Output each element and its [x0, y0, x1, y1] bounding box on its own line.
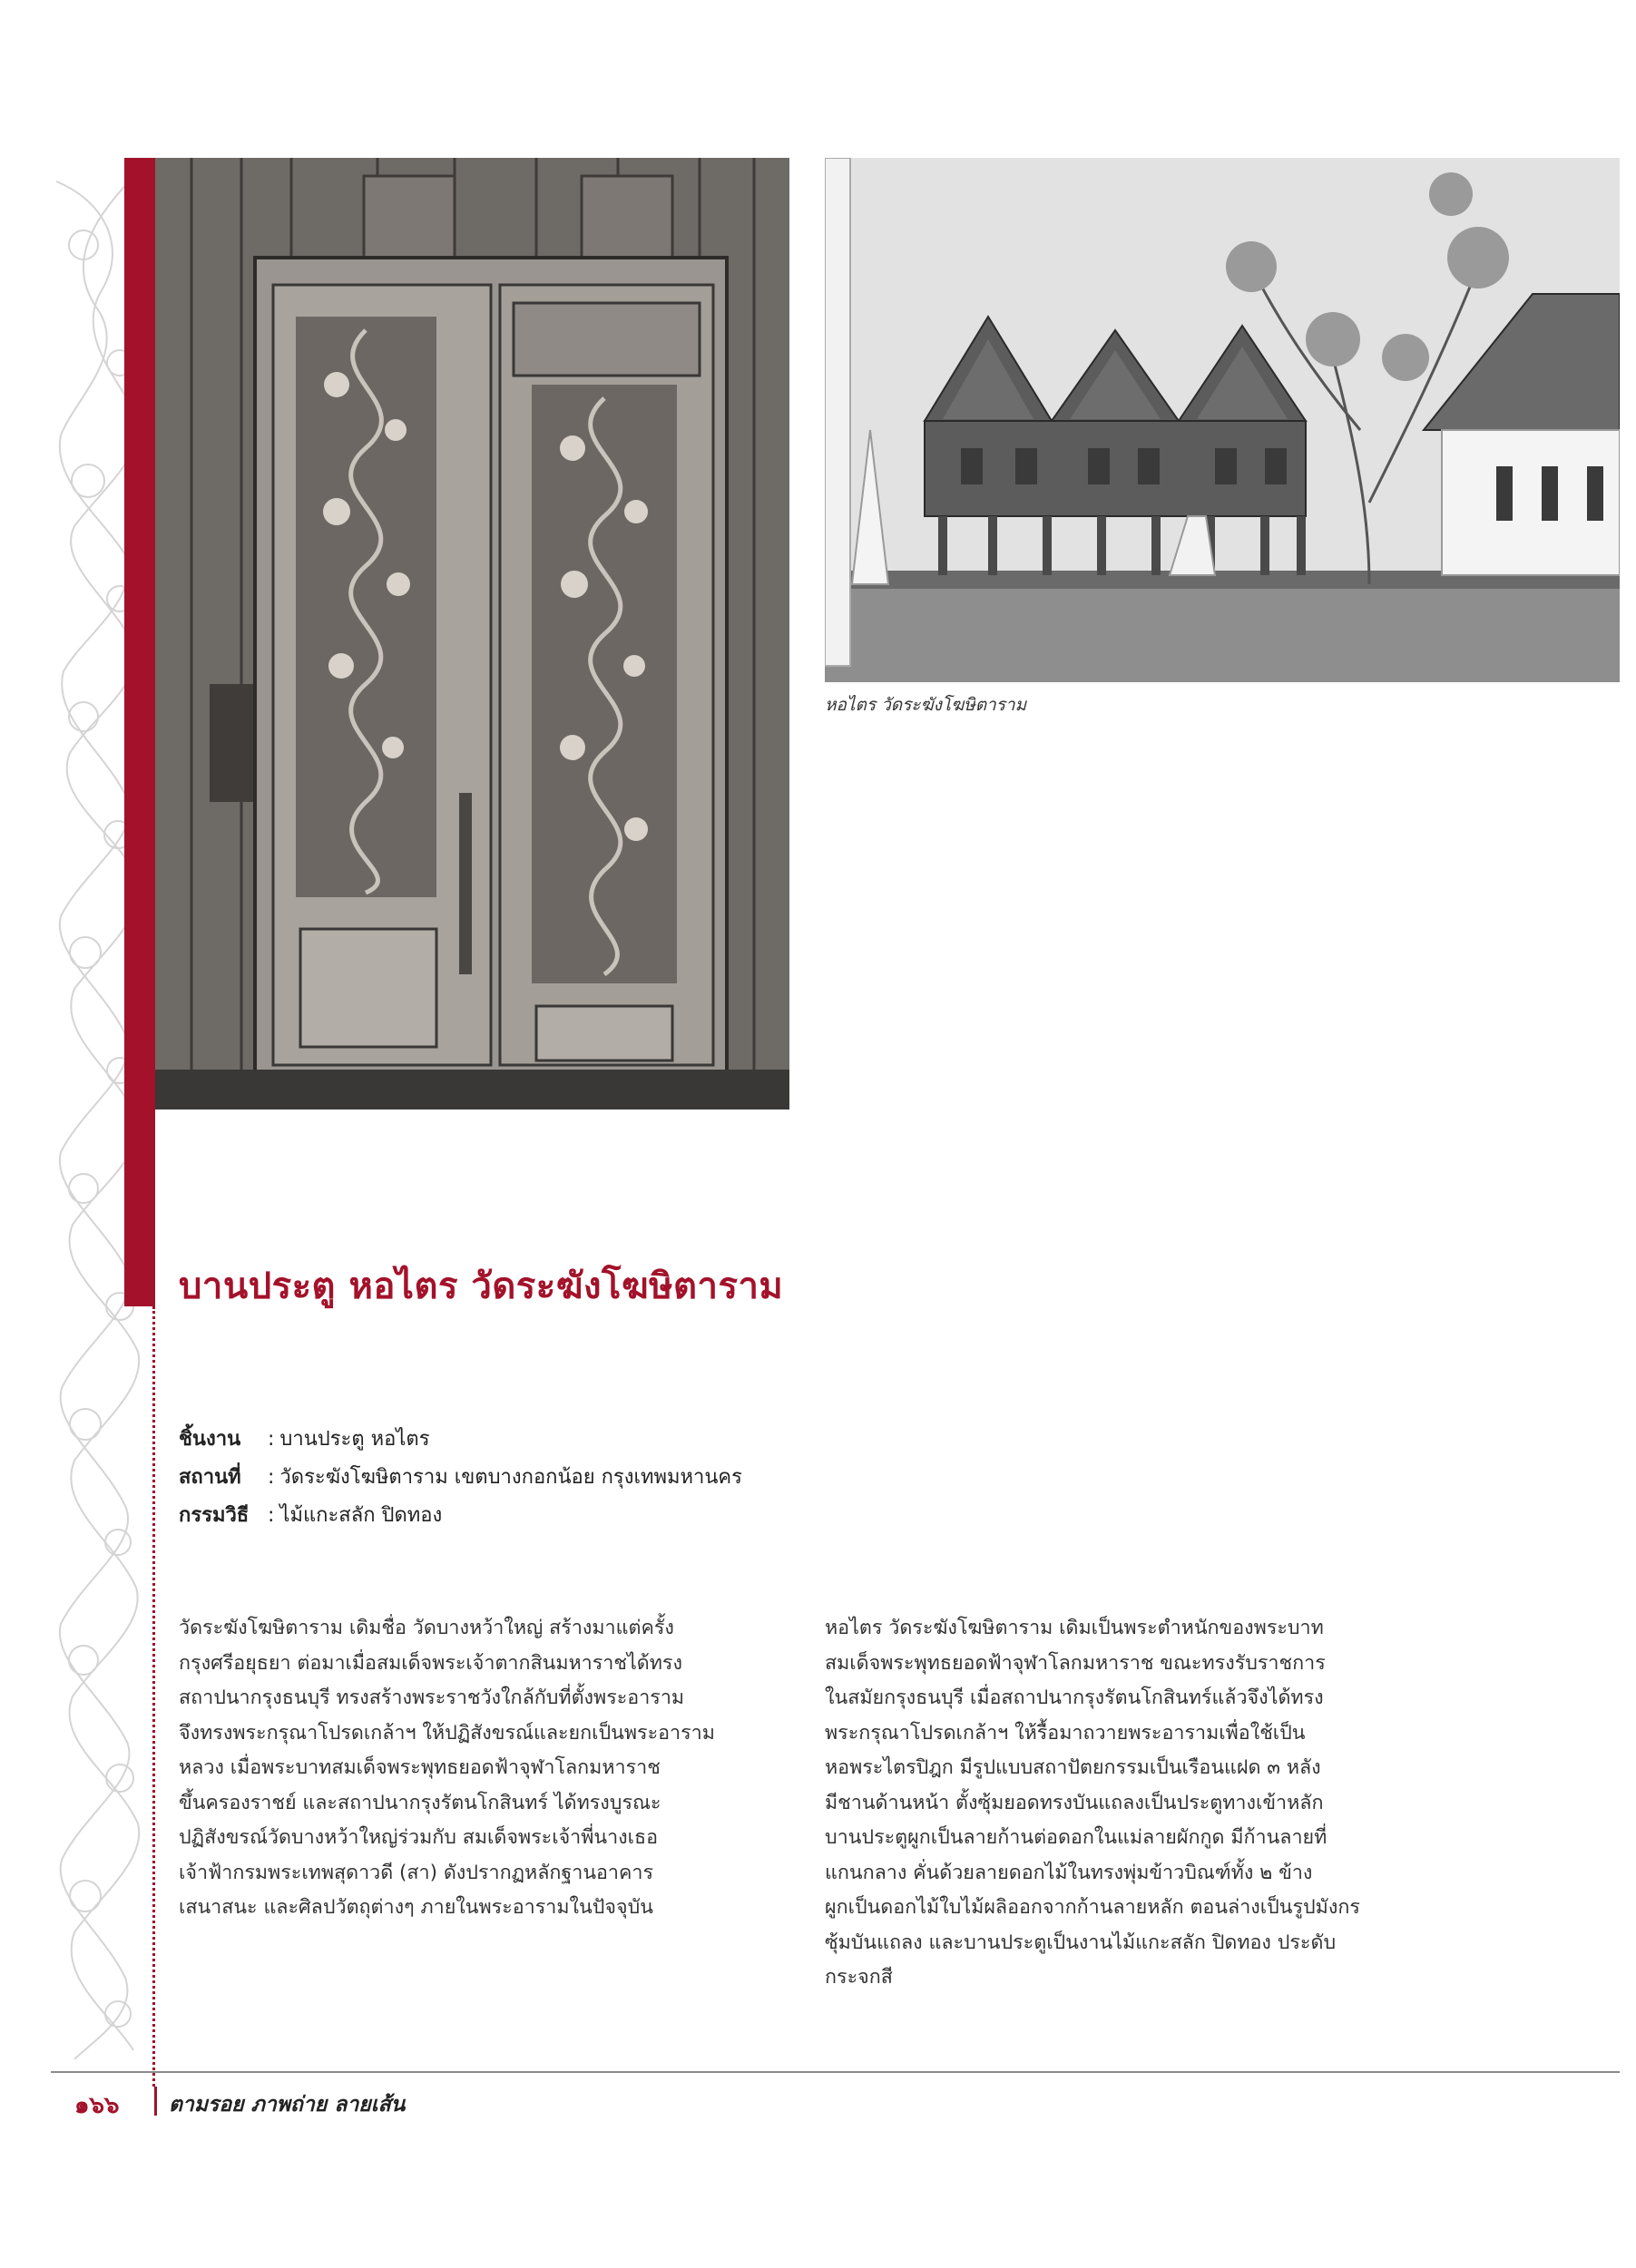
detail-label: กรรมวิธี [179, 1504, 250, 1527]
accent-bar [124, 158, 155, 1306]
body-line: บานประตูผูกเป็นลายก้านต่อดอกในแม่ลายผักกูด มีก้านลายที่ [825, 1826, 1327, 1849]
body-line: ขึ้นครองราชย์ และสถาปนากรุงรัตนโกสินทร์ ได้ทรงบูรณะ [179, 1791, 661, 1814]
body-text-left-column [179, 1611, 814, 1926]
body-line: กระจกสี [825, 1966, 893, 1989]
detail-label: สถานที่ [179, 1466, 241, 1489]
body-line: สมเด็จพระพุทธยอดฟ้าจุฬาโลกมหาราช ขณะทรงรับราชการ [825, 1651, 1326, 1675]
body-line: ผูกเป็นดอกไม้ใบไม้ผลิออกจากก้านลายหลัก ตอนล่างเป็นรูปมังกร [825, 1896, 1360, 1919]
body-line: แกนกลาง คั่นด้วยลายดอกไม้ในทรงพุ่มข้าวบิณฑ์ทั้ง ๒ ข้าง [825, 1861, 1313, 1884]
body-line: ปฏิสังขรณ์วัดบางหว้าใหญ่ร่วมกับ สมเด็จพระเจ้าพี่นางเธอ [179, 1826, 659, 1849]
detail-label: ชิ้นงาน [179, 1428, 241, 1451]
artifact-details [179, 1421, 742, 1535]
body-line: วัดระฆังโฆษิตาราม เดิมชื่อ วัดบางหว้าใหญ่ สร้างมาแต่ครั้ง [179, 1617, 674, 1639]
body-line: ในสมัยกรุงธนบุรี เมื่อสถาปนากรุงรัตนโกสินทร์แล้วจึงได้ทรง [825, 1686, 1324, 1709]
page-title: บานประตู หอไตร วัดระฆังโฆษิตาราม [179, 1266, 784, 1307]
detail-value: บานประตู หอไตร [279, 1428, 430, 1451]
detail-separator: : [268, 1504, 275, 1527]
detail-row-technique [179, 1497, 742, 1535]
body-line: หอไตร วัดระฆังโฆษิตาราม เดิมเป็นพระตำหนักของพระบาท [825, 1617, 1324, 1639]
hall-photo-caption: หอไตร วัดระฆังโฆษิตาราม [825, 695, 1027, 715]
detail-row-location [179, 1459, 742, 1497]
body-line: หลวง เมื่อพระบาทสมเด็จพระพุทธยอดฟ้าจุฬาโลกมหาราช [179, 1756, 661, 1779]
body-line: พระกรุณาโปรดเกล้าฯ ให้รื้อมาถวายพระอารามเพื่อใช้เป็น [825, 1721, 1306, 1745]
body-text-right-column [825, 1611, 1460, 1996]
detail-value: ไม้แกะสลัก ปิดทอง [279, 1504, 443, 1527]
detail-row-artifact [179, 1421, 742, 1459]
detail-separator: : [268, 1466, 275, 1489]
body-line: เจ้าฟ้ากรมพระเทพสุดาวดี (สา) ดังปรากฏหลักฐานอาคาร [179, 1861, 654, 1884]
book-title: ตามรอย ภาพถ่าย ลายเส้น [169, 2093, 406, 2116]
dotted-divider [152, 1306, 155, 2087]
detail-separator: : [268, 1428, 275, 1451]
body-line: สถาปนากรุงธนบุรี ทรงสร้างพระราชวังใกล้กับที่ตั้งพระอาราม [179, 1686, 685, 1709]
body-line: หอพระไตรปิฎก มีรูปแบบสถาปัตยกรรมเป็นเรือนแฝด ๓ หลัง [825, 1756, 1321, 1779]
page-number: ๑๖๖ [74, 2092, 120, 2119]
body-line: เสนาสนะ และศิลปวัตถุต่างๆ ภายในพระอารามในปัจจุบัน [179, 1896, 653, 1919]
body-line: ซุ้มบันแถลง และบานประตูเป็นงานไม้แกะสลัก ปิดทอง ประดับ [825, 1931, 1337, 1954]
footer-separator [154, 2087, 157, 2116]
body-line: จึงทรงพระกรุณาโปรดเกล้าฯ ให้ปฏิสังขรณ์และยกเป็นพระอาราม [179, 1721, 715, 1745]
scripture-hall-photo [825, 158, 1620, 682]
footer-rule [51, 2071, 1620, 2073]
body-line: มีชานด้านหน้า ตั้งซุ้มยอดทรงบันแถลงเป็นประตูทางเข้าหลัก [825, 1791, 1324, 1814]
carved-door-photo [155, 158, 789, 1110]
body-line: กรุงศรีอยุธยา ต่อมาเมื่อสมเด็จพระเจ้าตากสินมหาราชได้ทรง [179, 1651, 682, 1675]
detail-value: วัดระฆังโฆษิตาราม เขตบางกอกน้อย กรุงเทพมหานคร [279, 1466, 742, 1489]
